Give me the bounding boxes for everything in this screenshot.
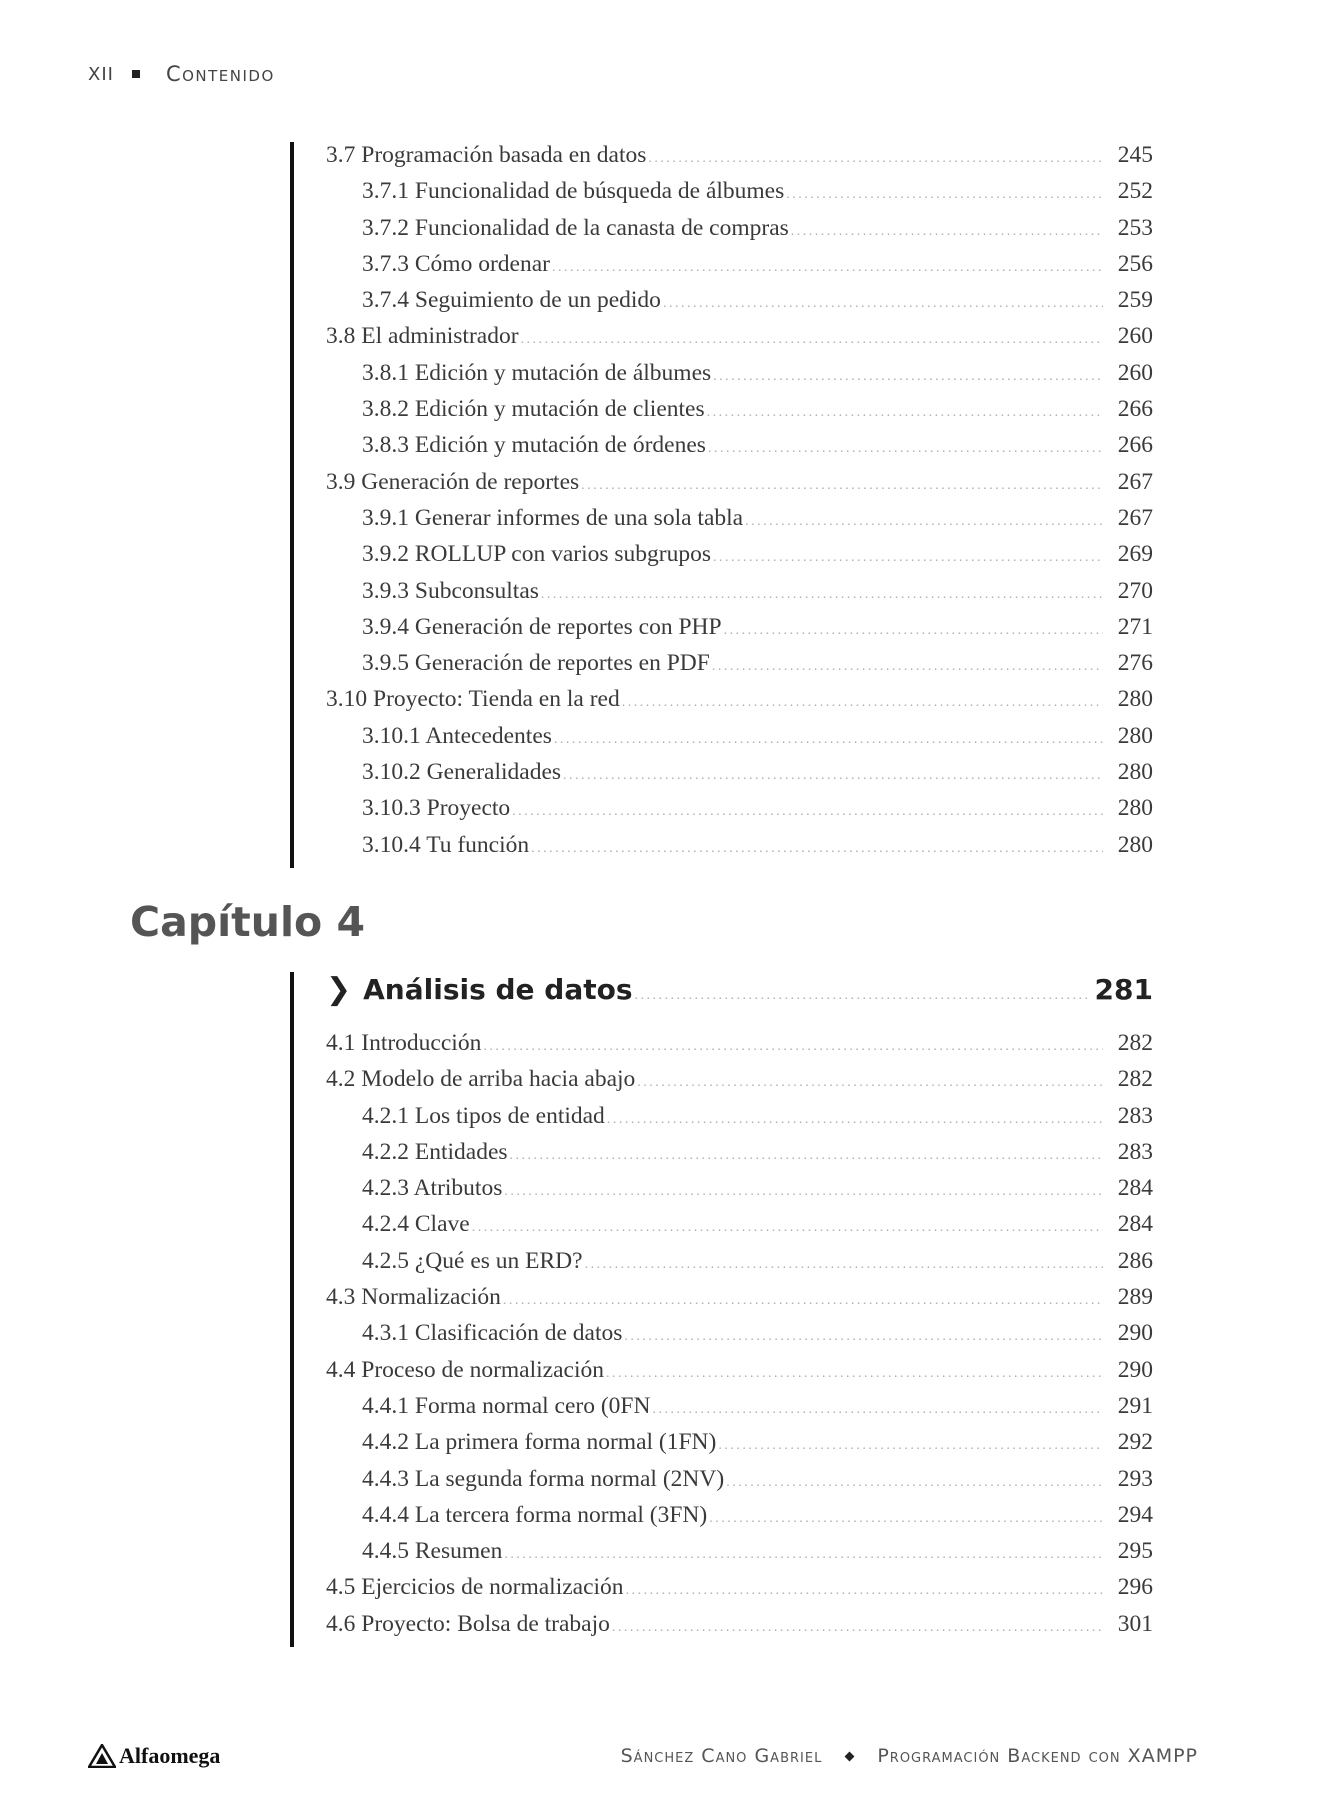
dot-leader [745,514,1103,530]
toc-entry[interactable] [326,1502,1153,1538]
section-title: Contenido [165,62,275,86]
toc-entry-title: 3.10.3 Proyecto [362,795,511,822]
toc-entry[interactable] [326,578,1153,614]
toc-entry-page: 286 [1117,1247,1153,1274]
chevron-right-icon: ❯ [326,972,352,1007]
dot-leader [563,768,1103,784]
dot-leader [713,369,1103,385]
dot-leader [724,623,1103,639]
toc-entry[interactable] [326,432,1153,468]
toc-entry-page: 271 [1117,613,1153,640]
toc-entry-page: 295 [1117,1538,1153,1565]
toc-entry[interactable] [326,686,1153,722]
dot-leader [635,988,1089,1004]
page-number: XII [88,63,114,85]
toc-entry[interactable] [326,832,1153,868]
dot-leader [626,1583,1103,1599]
footer-credits [621,1745,1198,1767]
dot-leader [713,550,1103,566]
dot-leader [521,332,1103,348]
toc-entry-title: 4.2.1 Los tipos de entidad [362,1102,605,1129]
toc-entry-page: 280 [1117,722,1153,749]
toc-entry-page: 276 [1117,650,1153,677]
toc-entry[interactable] [326,650,1153,686]
toc-entry[interactable] [326,1066,1153,1102]
toc-entry-title: 4.6 Proyecto: Bolsa de trabajo [326,1610,610,1637]
toc-block-chapter-3 [290,142,1153,868]
toc-entry[interactable] [326,360,1153,396]
dot-leader [663,296,1103,312]
toc-entry-title: 3.9.2 ROLLUP con varios subgrupos [362,541,712,568]
toc-entry-title: 3.8 El administrador [326,323,519,350]
toc-entry[interactable] [326,759,1153,795]
dot-leader [791,224,1103,240]
toc-entry-title: 4.3.1 Clasificación de datos [362,1320,623,1347]
chapter-heading-page: 281 [1094,973,1153,1006]
alfaomega-logo-icon [88,1744,116,1768]
toc-entry[interactable] [326,1393,1153,1429]
toc-entry-title: 4.2.4 Clave [362,1211,470,1238]
toc-entry-title: 4.4.2 La primera forma normal (1FN) [362,1429,717,1456]
toc-entry-page: 266 [1117,432,1153,459]
toc-entry[interactable] [326,1429,1153,1465]
dot-leader [483,1039,1103,1055]
dot-leader [552,260,1103,276]
chapter-label: Capítulo 4 [130,898,365,946]
toc-entry-page: 280 [1117,759,1153,786]
toc-entry[interactable] [326,1248,1153,1284]
toc-entry-page: 259 [1117,287,1153,314]
toc-entry-page: 289 [1117,1284,1153,1311]
toc-entry[interactable] [326,1611,1153,1647]
toc-entry[interactable] [326,1103,1153,1139]
toc-entry[interactable] [326,1466,1153,1502]
toc-entry-page: 291 [1117,1392,1153,1419]
dot-leader [652,1402,1103,1418]
toc-entry-page: 282 [1117,1030,1153,1056]
toc-entry-page: 280 [1117,831,1153,858]
toc-entry[interactable] [326,505,1153,541]
toc-entry[interactable] [326,1175,1153,1211]
toc-entry[interactable] [326,1320,1153,1356]
toc-entry-page: 284 [1117,1211,1153,1238]
toc-entry-page: 260 [1117,359,1153,386]
dot-leader [504,1547,1103,1563]
square-bullet-icon [132,70,140,78]
toc-entry-page: 270 [1117,577,1153,604]
dot-leader [531,841,1103,857]
toc-entry-title: 3.9.1 Generar informes de una sola tabla [362,504,744,531]
toc-entry[interactable] [326,142,1153,178]
toc-entry[interactable] [326,541,1153,577]
toc-entry-page: 283 [1117,1102,1153,1129]
publisher-name: Alfaomega [119,1743,221,1768]
toc-entry-title: 3.10.2 Generalidades [362,759,562,786]
chapter-heading-title: Análisis de datos [363,973,633,1006]
toc-entry-title: 3.10 Proyecto: Tienda en la red [326,686,620,713]
dot-leader [472,1220,1103,1236]
dot-leader [541,587,1103,603]
toc-entry[interactable] [326,1284,1153,1320]
toc-entry-page: 269 [1117,541,1153,568]
toc-entry-page: 290 [1117,1356,1153,1383]
author-name: Sánchez Cano Gabriel [620,1745,823,1767]
toc-entry-page: 252 [1117,178,1153,205]
publisher-logo [88,1743,220,1769]
toc-entry-page: 294 [1117,1501,1153,1528]
dot-leader [581,478,1103,494]
toc-entry[interactable] [326,251,1153,287]
toc-entry-title: 3.7.3 Cómo ordenar [362,250,550,277]
toc-entry-title: 4.4.4 La tercera forma normal (3FN) [362,1501,708,1528]
dot-leader [554,732,1103,748]
toc-entry-title: 3.7.1 Funcionalidad de búsqueda de álbumes [362,178,785,205]
dot-leader [709,1511,1103,1527]
toc-entry-page: 266 [1117,396,1153,423]
toc-entry-title: 4.4 Proceso de normalización [326,1356,604,1383]
toc-entry[interactable] [326,469,1153,505]
toc-entry-page: 284 [1117,1175,1153,1202]
toc-entry-title: 4.4.3 La segunda forma normal (2NV) [362,1465,725,1492]
toc-entry[interactable] [326,396,1153,432]
toc-entry-title: 3.8.2 Edición y mutación de clientes [362,396,705,423]
toc-entry-title: 4.2.5 ¿Qué es un ERD? [362,1247,583,1274]
dot-leader [648,151,1103,167]
toc-entry[interactable] [326,1574,1153,1610]
toc-entry-title: 4.4.1 Forma normal cero (0FN [362,1392,651,1419]
toc-entry[interactable] [326,723,1153,759]
toc-entry-title: 4.4.5 Resumen [362,1538,503,1565]
dot-leader [718,1438,1103,1454]
dot-leader [622,695,1103,711]
toc-entry-page: 245 [1117,142,1153,168]
toc-entry-title: 3.10.4 Tu función [362,831,530,858]
toc-list [326,1030,1153,1647]
dot-leader [585,1257,1103,1273]
toc-entry[interactable] [326,287,1153,323]
toc-entry-page: 292 [1117,1429,1153,1456]
toc-entry-title: 3.7.2 Funcionalidad de la canasta de compras [362,214,789,241]
dot-leader [637,1075,1103,1091]
dot-leader [612,1620,1103,1636]
toc-entry-title: 4.2.3 Atributos [362,1175,503,1202]
toc-entry-page: 280 [1117,686,1153,713]
dot-leader [607,1112,1103,1128]
toc-list [290,142,1153,868]
toc-entry-page: 296 [1117,1574,1153,1601]
toc-entry-page: 283 [1117,1138,1153,1165]
toc-entry-page: 282 [1117,1066,1153,1093]
dot-leader [512,804,1103,820]
vertical-rule [290,142,294,868]
toc-entry-page: 293 [1117,1465,1153,1492]
toc-entry-page: 290 [1117,1320,1153,1347]
toc-entry-title: 3.9.3 Subconsultas [362,577,539,604]
toc-entry-page: 301 [1117,1610,1153,1637]
toc-entry[interactable] [326,1357,1153,1393]
toc-entry-page: 256 [1117,250,1153,277]
dot-leader [726,1475,1103,1491]
toc-entry-title: 3.8.1 Edición y mutación de álbumes [362,359,712,386]
toc-entry[interactable] [326,1211,1153,1247]
chapter-heading[interactable] [326,972,1153,1030]
toc-entry-title: 3.7.4 Seguimiento de un pedido [362,287,661,314]
toc-entry[interactable] [326,1030,1153,1066]
toc-entry-page: 267 [1117,468,1153,495]
diamond-separator-icon [845,1751,855,1761]
toc-entry-page: 253 [1117,214,1153,241]
toc-block-chapter-4 [290,972,1153,1647]
dot-leader [707,405,1103,421]
toc-entry-page: 280 [1117,795,1153,822]
book-title: Programación Backend con XAMPP [877,1745,1198,1767]
dot-leader [786,187,1103,203]
running-head [88,62,275,86]
toc-entry-title: 3.10.1 Antecedentes [362,722,552,749]
dot-leader [503,1293,1103,1309]
toc-entry-page: 260 [1117,323,1153,350]
toc-entry-title: 4.1 Introducción [326,1030,482,1056]
dot-leader [606,1366,1103,1382]
vertical-rule [290,972,294,1647]
toc-entry-title: 4.5 Ejercicios de normalización [326,1574,624,1601]
toc-entry-title: 4.3 Normalización [326,1284,501,1311]
toc-entry-title: 3.9 Generación de reportes [326,468,580,495]
toc-entry[interactable] [326,614,1153,650]
dot-leader [504,1184,1103,1200]
toc-entry-title: 3.7 Programación basada en datos [326,142,647,168]
toc-entry[interactable] [326,795,1153,831]
toc-entry-title: 4.2 Modelo de arriba hacia abajo [326,1066,636,1093]
toc-entry-title: 3.8.3 Edición y mutación de órdenes [362,432,706,459]
toc-entry-title: 4.2.2 Entidades [362,1138,508,1165]
toc-list-wrapper [290,972,1153,1647]
toc-entry[interactable] [326,323,1153,359]
toc-entry-page: 267 [1117,504,1153,531]
page-footer [88,1743,1198,1769]
dot-leader [624,1329,1103,1345]
toc-entry-title: 3.9.4 Generación de reportes con PHP [362,613,722,640]
toc-entry[interactable] [326,1538,1153,1574]
toc-entry[interactable] [326,1139,1153,1175]
toc-entry-title: 3.9.5 Generación de reportes en PDF [362,650,710,677]
dot-leader [708,441,1103,457]
dot-leader [712,659,1103,675]
dot-leader [510,1148,1103,1164]
toc-entry[interactable] [326,215,1153,251]
toc-entry[interactable] [326,178,1153,214]
